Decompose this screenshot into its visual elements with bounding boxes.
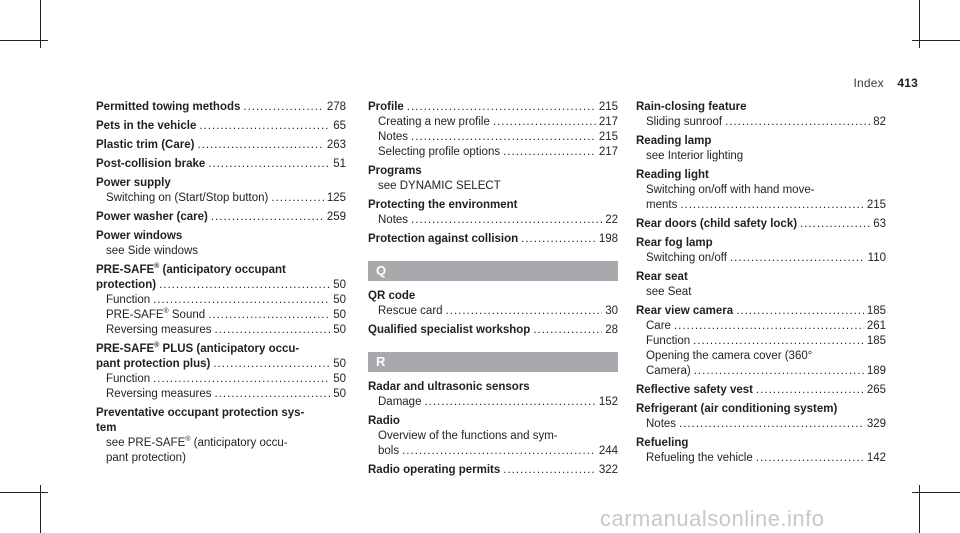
subentry-title: PRE-SAFE® Sound: [106, 308, 206, 321]
entry-title: Refrigerant (air conditioning system): [636, 403, 838, 415]
cross-reference[interactable]: see PRE-SAFE® (anticipatory occu-: [106, 436, 288, 449]
index-entry: [96, 138, 346, 153]
page-ref[interactable]: 278: [326, 101, 346, 113]
letter-heading-q: Q: [368, 261, 618, 281]
subentry-title-cont: Camera): [646, 365, 691, 377]
page-ref[interactable]: 28: [605, 324, 618, 336]
subentry-title: Notes: [646, 418, 677, 430]
entry-title: Profile: [368, 101, 404, 113]
page-header: [853, 76, 918, 90]
cross-reference[interactable]: see Seat: [646, 286, 692, 298]
page-ref[interactable]: 125: [326, 192, 346, 204]
subentry-title-cont: bols: [378, 445, 400, 457]
entry-title: Qualified specialist workshop: [368, 324, 531, 336]
index-entry: [96, 342, 346, 402]
entry-title: PRE-SAFE® (anticipatory occupant: [96, 263, 286, 276]
subentry-title: Switching on (Start/Stop button): [106, 192, 269, 204]
crop-mark: [912, 40, 960, 41]
index-column-3: [636, 100, 886, 470]
entry-title: Post-collision brake: [96, 158, 206, 170]
subentry-title: Notes: [378, 131, 409, 143]
index-entry: [636, 134, 886, 164]
subentry-title: Switching on/off: [646, 252, 727, 264]
entry-title: Rear fog lamp: [636, 237, 713, 249]
watermark: carmanualsonline.info: [600, 506, 825, 531]
page-ref[interactable]: 217: [598, 116, 618, 128]
entry-title: Reading light: [636, 169, 709, 181]
entry-title: Power supply: [96, 177, 171, 189]
cross-reference[interactable]: see Interior lighting: [646, 150, 744, 162]
page-ref[interactable]: 22: [605, 214, 618, 226]
page-ref[interactable]: 215: [598, 131, 618, 143]
page-number: 413: [897, 76, 918, 90]
entry-title: Pets in the vehicle: [96, 120, 197, 132]
index-column-1: [96, 100, 346, 470]
index-entry: [636, 383, 886, 398]
page-ref[interactable]: 329: [866, 418, 886, 430]
page-ref[interactable]: 50: [333, 309, 346, 321]
index-entry: [368, 100, 618, 160]
subentry-title: Overview of the functions and sym-: [378, 430, 558, 442]
page-ref[interactable]: 263: [326, 139, 346, 151]
cross-reference[interactable]: see DYNAMIC SELECT: [378, 180, 501, 192]
entry-title: PRE-SAFE® PLUS (anticipatory occu-: [96, 342, 300, 355]
index-entry: [368, 164, 618, 194]
entry-title: Permitted towing methods: [96, 101, 241, 113]
subentry-title: Care: [646, 320, 671, 332]
page-ref[interactable]: 142: [866, 452, 886, 464]
page-ref[interactable]: 152: [598, 396, 618, 408]
index-entry: [636, 236, 886, 266]
subentry-title: Function: [106, 294, 151, 306]
subentry-title: Rescue card: [378, 305, 443, 317]
page-ref[interactable]: 185: [866, 335, 886, 347]
entry-title-cont: protection): [96, 279, 157, 291]
page-ref[interactable]: 185: [866, 305, 886, 317]
index-entry: [96, 119, 346, 134]
index-entry: [368, 414, 618, 459]
entry-title: Reflective safety vest: [636, 384, 753, 396]
page-ref[interactable]: 215: [866, 199, 886, 211]
index-entry: [96, 263, 346, 338]
page-ref[interactable]: 265: [866, 384, 886, 396]
page-ref[interactable]: 50: [333, 279, 346, 291]
index-entry: [368, 232, 618, 247]
entry-title: Reading lamp: [636, 135, 712, 147]
subentry-title: Function: [106, 373, 151, 385]
entry-title: Radar and ultrasonic sensors: [368, 381, 530, 393]
index-entry: [636, 436, 886, 466]
page-ref[interactable]: 50: [333, 373, 346, 385]
page-ref[interactable]: 259: [326, 211, 346, 223]
letter-heading-r: R: [368, 352, 618, 372]
entry-title: QR code: [368, 290, 416, 302]
page-ref[interactable]: 50: [333, 294, 346, 306]
page-ref[interactable]: 215: [598, 101, 618, 113]
subentry-title: Damage: [378, 396, 422, 408]
index-entry: [96, 229, 346, 259]
cross-reference-cont[interactable]: pant protection): [106, 452, 186, 464]
entry-title: Rear view camera: [636, 305, 734, 317]
entry-title-cont: tem: [96, 422, 117, 434]
page-ref[interactable]: 189: [866, 365, 886, 377]
entry-title: Preventative occupant protection sys-: [96, 407, 305, 419]
entry-title: Rain-closing feature: [636, 101, 747, 113]
index-entry: [368, 323, 618, 338]
subentry-title: Creating a new profile: [378, 116, 490, 128]
subentry-title: Switching on/off with hand move-: [646, 184, 815, 196]
index-entry: [368, 198, 618, 228]
index-entry: [96, 157, 346, 172]
index-entry: [96, 176, 346, 206]
subentry-title: Notes: [378, 214, 409, 226]
index-entry: [368, 289, 618, 319]
entry-title: Power washer (care): [96, 211, 208, 223]
index-entry: [636, 402, 886, 432]
subentry-title: Opening the camera cover (360°: [646, 350, 813, 362]
page-ref[interactable]: 82: [873, 116, 886, 128]
index-entry: [636, 100, 886, 130]
page-ref[interactable]: 244: [598, 445, 618, 457]
entry-title: Programs: [368, 165, 422, 177]
subentry-title: Function: [646, 335, 691, 347]
entry-title: Rear doors (child safety lock): [636, 218, 798, 230]
index-entry: [636, 270, 886, 300]
page-ref[interactable]: 63: [873, 218, 886, 230]
subentry-title: Refueling the vehicle: [646, 452, 753, 464]
index-entry: [96, 100, 346, 115]
page-ref[interactable]: 198: [598, 233, 618, 245]
page-ref[interactable]: 110: [867, 252, 886, 264]
page-ref[interactable]: 261: [866, 320, 886, 332]
crop-mark: [0, 40, 48, 41]
index-entry: [636, 168, 886, 213]
page-ref[interactable]: 51: [333, 158, 346, 170]
cross-reference[interactable]: see Side windows: [106, 245, 199, 257]
subentry-title: Selecting profile options: [378, 146, 501, 158]
page-ref[interactable]: 50: [333, 324, 346, 336]
entry-title: Power windows: [96, 230, 183, 242]
entry-title: Refueling: [636, 437, 689, 449]
entry-title: Protecting the environment: [368, 199, 518, 211]
index-entry: [636, 217, 886, 232]
index-entry: [96, 406, 346, 466]
crop-mark: [0, 492, 48, 493]
index-column-2: [368, 100, 618, 482]
section-title: Index: [853, 76, 884, 90]
page-ref[interactable]: 30: [605, 305, 618, 317]
page-ref[interactable]: 65: [333, 120, 346, 132]
index-entry: [96, 210, 346, 225]
subentry-title: Reversing measures: [106, 388, 212, 400]
crop-mark: [912, 492, 960, 493]
page-ref[interactable]: 50: [333, 388, 346, 400]
subentry-title-cont: ments: [646, 199, 678, 211]
subentry-title: Reversing measures: [106, 324, 212, 336]
index-entry: [368, 380, 618, 410]
page-ref[interactable]: 322: [598, 464, 618, 476]
index-entry: [636, 304, 886, 379]
entry-title: Radio: [368, 415, 400, 427]
entry-title: Protection against collision: [368, 233, 519, 245]
page-ref[interactable]: 50: [333, 358, 346, 370]
subentry-title: Sliding sunroof: [646, 116, 723, 128]
entry-title: Radio operating permits: [368, 464, 501, 476]
entry-title: Plastic trim (Care): [96, 139, 195, 151]
entry-title: Rear seat: [636, 271, 688, 283]
entry-title-cont: pant protection plus): [96, 358, 211, 370]
index-entry: [368, 463, 618, 478]
page-ref[interactable]: 217: [598, 146, 618, 158]
